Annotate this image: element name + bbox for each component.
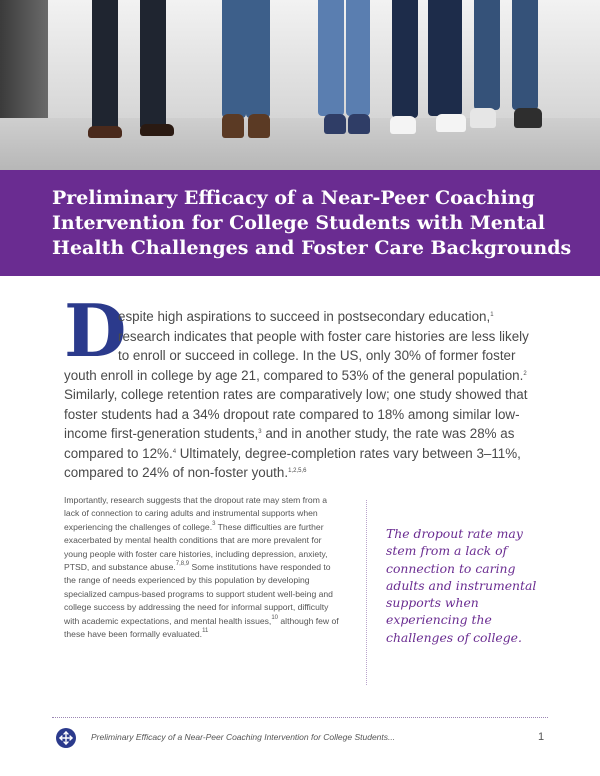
hero-shoe	[140, 124, 174, 136]
footnote-ref: 3	[212, 520, 216, 527]
hero-shoe	[324, 114, 346, 134]
footnote-ref: 1,2,5,6	[288, 468, 307, 474]
hero-floor	[0, 118, 600, 170]
hero-leg	[474, 0, 500, 110]
footnote-ref: 1	[490, 312, 494, 318]
pull-quote: The dropout rate may stem from a lack of connection to caring adults and instrumental supports when experiencing the challenges of college.	[386, 526, 537, 645]
lead-text: youth enroll in college by age 21, compared to 53% of the general population.	[64, 367, 524, 383]
footnote-ref: 2	[523, 370, 527, 377]
hero-shoe	[470, 108, 496, 128]
lead-text: and in another study, the rate was 28% as compared to 12%.	[64, 426, 515, 461]
logo-icon	[56, 728, 76, 748]
hero-leg	[512, 0, 538, 110]
footnote-ref: 10	[271, 614, 279, 621]
hero-shoe	[436, 114, 466, 132]
hero-leg	[318, 0, 344, 116]
body-paragraph	[64, 494, 340, 641]
body-text: Some institutions have responded to the range of needs experienced by this population by developing specialized campus-based programs to support student well-being and college success by addressing the need for informal support, difficulty with academic expectations, and mental health issues,	[64, 562, 333, 626]
page-title: Preliminary Efficacy of a Near-Peer Coaching Intervention for College Students with Mental Health Challenges and Foster Care Backgrounds	[52, 187, 572, 259]
lead-line: research indicates that people with foster care histories are less likely	[118, 328, 529, 344]
hero-shoe	[222, 114, 244, 138]
hero-shoe	[514, 108, 542, 128]
hero-leg	[428, 0, 462, 116]
hero-leg	[392, 0, 418, 118]
lead-text: Similarly, college retention rates are comparatively low; one study showed that foster students had a 34% dropout rate compared to 18% among similar low-income first-generation students,	[64, 387, 528, 441]
hero-leg	[140, 0, 166, 130]
running-title: Preliminary Efficacy of a Near-Peer Coaching Intervention for College Students...	[91, 732, 396, 742]
lead-line: to enroll or succeed in college. In the US, only 30% of former foster	[118, 348, 516, 363]
hero-shoe	[88, 126, 122, 138]
column-divider	[366, 500, 367, 685]
hero-leg	[346, 0, 370, 116]
footer-rule	[52, 717, 548, 718]
body-text: Importantly, research suggests that the dropout rate may stem from a lack of connection to caring adults and instrumental supports when experiencing the challenges of college.	[64, 495, 328, 532]
hero-shoe	[348, 114, 370, 134]
footnote-ref: 7,8,9	[175, 561, 190, 568]
drop-cap: D	[64, 288, 127, 373]
hero-leg	[246, 0, 270, 118]
body-text: These difficulties are further exacerbated by mental health conditions that are more prevalent for young people with foster care histories, including depression, anxiety, PTSD, and substance abuse.	[64, 521, 328, 573]
page-number: 1	[538, 731, 545, 743]
footnote-ref: 4	[172, 448, 177, 455]
footnote-ref: 3	[258, 429, 262, 435]
body-text: although few of these have been formally evaluated.	[64, 615, 339, 640]
hero-shoe	[248, 114, 270, 138]
hero-leg	[222, 0, 246, 118]
lead-text: Ultimately, degree-completion rates vary between 3–11%, compared to 24% of non-foster youth.	[64, 445, 521, 480]
title-banner	[0, 170, 600, 276]
hero-leg	[92, 0, 118, 132]
lead-paragraph	[64, 307, 534, 483]
hero-shoe	[390, 116, 416, 134]
hero-photo	[0, 0, 600, 170]
footnote-ref: 11	[202, 628, 209, 635]
lead-line: espite high aspirations to succeed in postsecondary education,	[118, 309, 491, 324]
